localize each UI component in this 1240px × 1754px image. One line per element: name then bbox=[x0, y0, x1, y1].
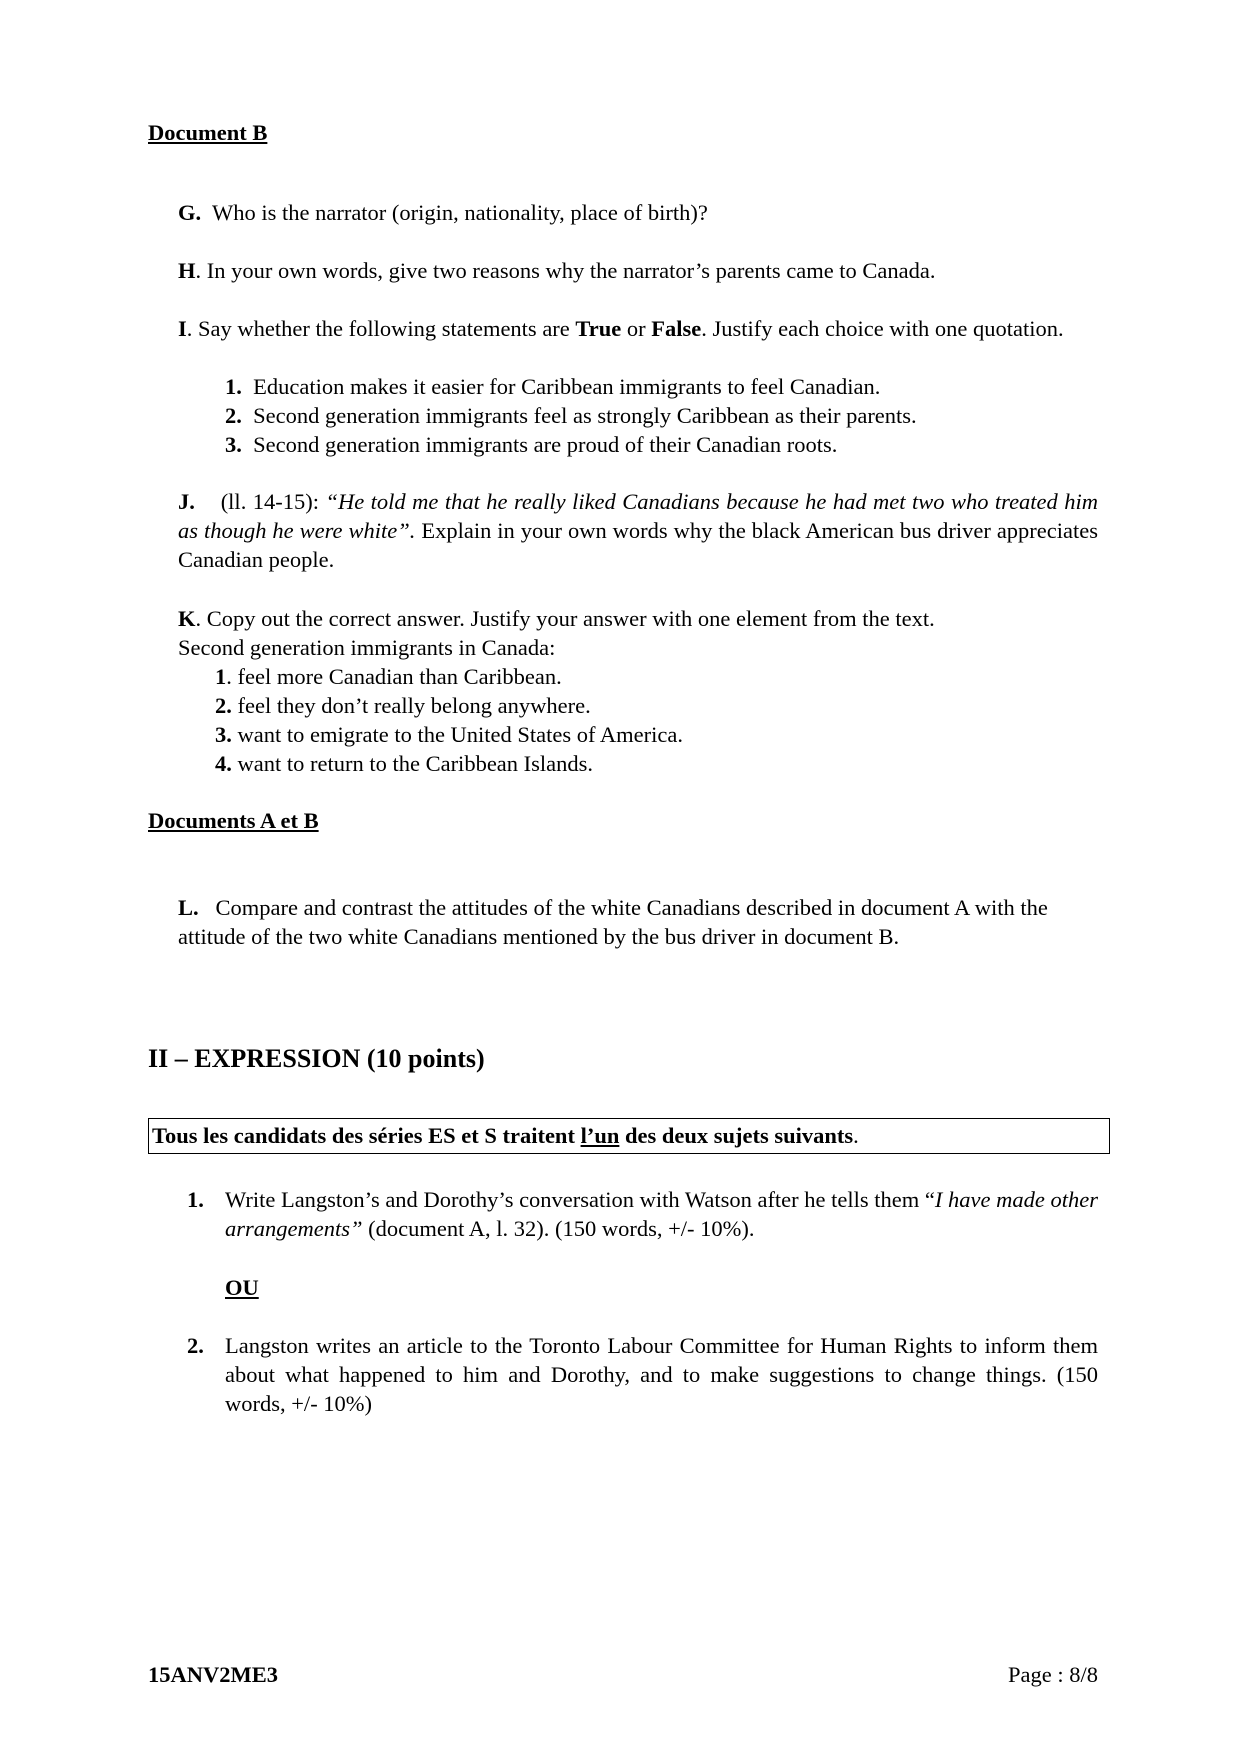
instruction-text bbox=[152, 1121, 859, 1150]
list-item-text: feel they don’t really belong anywhere. bbox=[231, 693, 591, 718]
question-h-label: H bbox=[178, 258, 196, 283]
list-item bbox=[215, 691, 683, 720]
subject-1-number: 1. bbox=[187, 1187, 204, 1212]
list-item-text: want to emigrate to the United States of America. bbox=[231, 722, 683, 747]
list-item bbox=[225, 372, 917, 401]
instruction-end: . bbox=[853, 1123, 859, 1148]
subject-1-text bbox=[225, 1185, 1098, 1243]
question-i-label: I bbox=[178, 316, 187, 341]
question-k-label: K bbox=[178, 606, 196, 631]
instruction-text-1: Tous les candidats des séries ES et S traitent bbox=[152, 1123, 581, 1148]
list-item-text: Second generation immigrants feel as strongly Caribbean as their parents. bbox=[253, 403, 917, 428]
subject-2-text: Langston writes an article to the Toronto Labour Committee for Human Rights to inform them about what happened to him and Dorothy, and to make suggestions to change things. (150 words, +/- 10%) bbox=[225, 1333, 1098, 1416]
section-title-document-b: Document B bbox=[148, 120, 268, 145]
expression-heading: II – EXPRESSION (10 points) bbox=[148, 1044, 485, 1073]
list-item-number: 1. bbox=[225, 374, 242, 399]
subject-1-quote: I have made other arrangements” bbox=[225, 1187, 1098, 1241]
list-item bbox=[215, 662, 683, 691]
list-item-number: 3. bbox=[215, 722, 232, 747]
question-k-text: . Copy out the correct answer. Justify your answer with one element from the text. bbox=[195, 606, 935, 631]
or-separator: OU bbox=[225, 1275, 259, 1300]
question-i-statement-list bbox=[225, 372, 917, 459]
question-i-false: False bbox=[651, 316, 702, 341]
question-l bbox=[178, 893, 1098, 951]
footer-exam-code: 15ANV2ME3 bbox=[148, 1662, 278, 1687]
question-k-answer-list bbox=[215, 662, 683, 778]
list-item-number: 4. bbox=[215, 751, 232, 776]
question-j bbox=[178, 487, 1098, 574]
subject-1-text-2: (document A, l. 32). (150 words, +/- 10%). bbox=[362, 1216, 755, 1241]
list-item bbox=[215, 749, 683, 778]
list-item-text: . feel more Canadian than Caribbean. bbox=[226, 664, 562, 689]
section-title-documents-a-b: Documents A et B bbox=[148, 808, 319, 833]
list-item-number: 2. bbox=[215, 693, 232, 718]
list-item bbox=[225, 401, 917, 430]
question-k-stem: Second generation immigrants in Canada: bbox=[178, 635, 556, 660]
question-i-or: or bbox=[621, 316, 652, 341]
question-g-text: Who is the narrator (origin, nationality, place of birth)? bbox=[211, 200, 708, 225]
list-item-number: 3. bbox=[225, 432, 242, 457]
list-item-text: Education makes it easier for Caribbean immigrants to feel Canadian. bbox=[253, 374, 881, 399]
subject-1-text-1: Write Langston’s and Dorothy’s conversation with Watson after he tells them “ bbox=[225, 1187, 935, 1212]
instruction-box bbox=[148, 1118, 1110, 1154]
question-h-text: . In your own words, give two reasons why the narrator’s parents came to Canada. bbox=[195, 258, 936, 283]
list-item-number: 2. bbox=[225, 403, 242, 428]
question-i bbox=[178, 314, 1098, 343]
list-item-text: Second generation immigrants are proud of their Canadian roots. bbox=[253, 432, 838, 457]
question-i-text-1: . Say whether the following statements are bbox=[186, 316, 576, 341]
question-j-quote: “He told me that he really liked Canadians because he had met two who treated him as though he were white”. bbox=[178, 489, 1099, 543]
question-g-label: G. bbox=[178, 200, 202, 225]
instruction-text-2: des deux sujets suivants bbox=[619, 1123, 854, 1148]
question-j-text: Explain in your own words why the black American bus driver appreciates Canadian people. bbox=[178, 518, 1099, 572]
question-j-reference: (ll. 14-15): bbox=[194, 489, 326, 514]
subject-2-number: 2. bbox=[187, 1333, 204, 1358]
list-item bbox=[225, 430, 917, 459]
list-item-number: 1 bbox=[215, 664, 227, 689]
question-k bbox=[178, 604, 935, 633]
question-h bbox=[178, 256, 936, 285]
question-g bbox=[178, 198, 708, 227]
list-item-text: want to return to the Caribbean Islands. bbox=[231, 751, 594, 776]
question-l-text: Compare and contrast the attitudes of the white Canadians described in document A with the attitude of the two white Canadians mentioned by the bus driver in document B. bbox=[178, 895, 1048, 949]
list-item bbox=[215, 720, 683, 749]
footer-page-number: Page : 8/8 bbox=[1008, 1662, 1098, 1687]
question-l-label: L. bbox=[178, 895, 199, 920]
question-i-true: True bbox=[575, 316, 622, 341]
instruction-underlined: l’un bbox=[580, 1123, 620, 1148]
question-j-label: J. bbox=[178, 489, 195, 514]
question-i-text-2: . Justify each choice with one quotation. bbox=[701, 316, 1064, 341]
